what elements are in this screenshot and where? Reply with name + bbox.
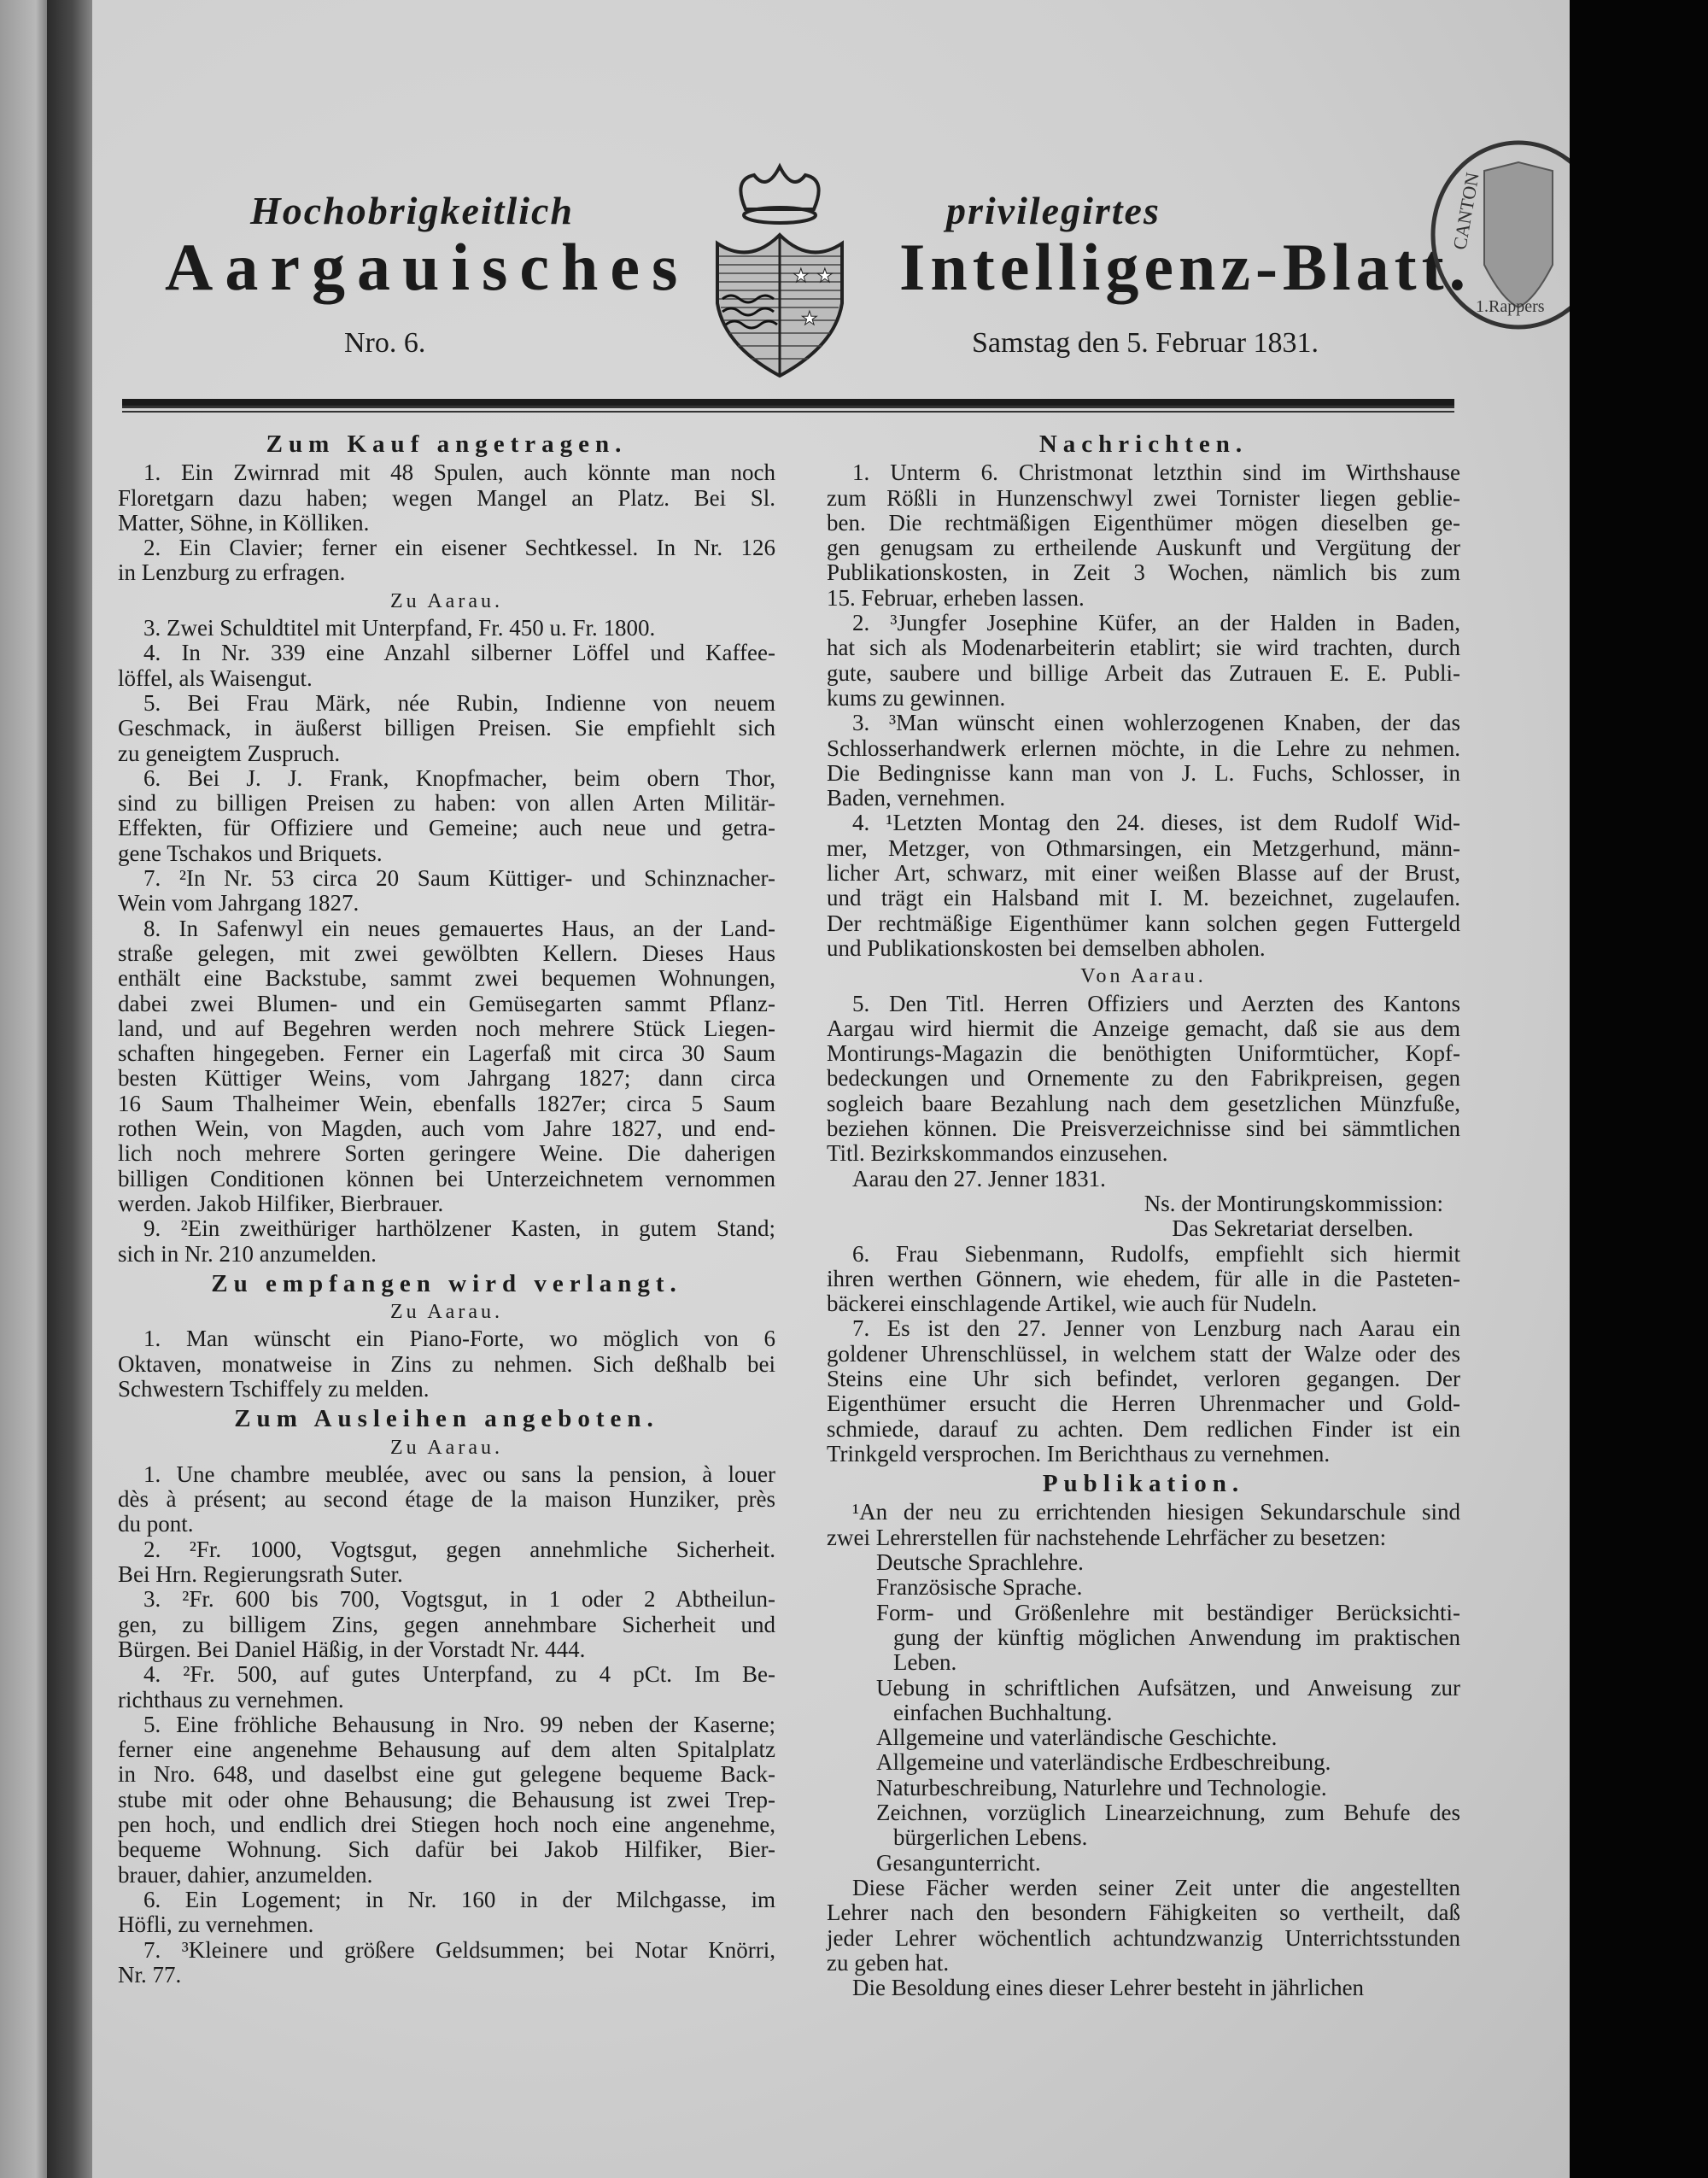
text-line: beziehen können. Die Preisverzeichnisse sind bei sämmtlichen [827,1115,1460,1142]
text-line: Oktaven, monatweise in Zins zu nehmen. Sich deßhalb bei [118,1350,775,1377]
notice-paragraph [118,616,775,641]
notice-paragraph [118,1537,775,1588]
text-line: 5. Den Titl. Herren Offiziers und Aerzten des Kantons [852,990,1460,1016]
masthead-title-right: Intelligenz-Blatt. [899,230,1471,304]
text-line: Die Besoldung eines dieser Lehrer besteht in jährlichen [852,1975,1365,2001]
notice-paragraph [118,536,775,586]
text-line: Allgemeine und vaterländische Geschichte. [876,1724,1278,1751]
text-line: ferner eine angenehme Behausung auf dem alten Spitalplatz [118,1736,775,1763]
text-line: 4. ²Fr. 500, auf gutes Unterpfand, zu 4 pCt. Im Be- [143,1661,775,1688]
canton-stamp [1424,137,1574,333]
notice-paragraph [827,1876,1460,1976]
text-line: zu geneigtem Zuspruch. [118,740,341,766]
text-line: Eigenthümer ersucht die Herren Uhrenmacher und Gold- [827,1391,1460,1417]
text-line: zwei Lehrerstellen für nachstehende Lehrfächer zu besetzen: [827,1524,1387,1550]
coat-of-arms-icon [707,162,852,380]
issue-date: Samstag den 5. Februar 1831. [972,327,1319,359]
text-line: 7. Es ist den 27. Jenner von Lenzburg nach Aarau ein [852,1315,1460,1342]
text-line: und trägt ein Halsband mit I. M. bezeichnet, zugelaufen. [827,885,1460,911]
text-line: Deutsche Sprachlehre. [876,1549,1084,1576]
text-line: dès à présent; au second étage de la maison Hunziker, près [118,1486,775,1513]
notice-paragraph [118,916,775,1217]
text-line: schmiede, darauf zu achten. Dem redlichen Finder ist ein [827,1415,1460,1442]
section-heading: Zum Kauf angetragen. [266,430,628,458]
text-line: schaften hingegeben. Ferner ein Lagerfaß mit circa 30 Saum [118,1040,775,1067]
text-line: 1. Man wünscht ein Piano-Forte, wo möglich von 6 [143,1326,775,1352]
text-line: 5. Bei Frau Märk, née Rubin, Indienne von neuem [143,689,775,716]
text-line: Die Bedingnisse kann man von J. L. Fuchs, Schlosser, in [827,759,1460,786]
text-line: Publikationskosten, in Zeit 3 Wochen, nämlich bis zum [827,559,1460,586]
text-line: gene Tschakos und Briquets. [118,840,383,866]
masthead-title-left: Aargauisches [165,230,690,304]
text-line: bäckerei einschlagende Artikel, wie auch für Nudeln. [827,1291,1318,1317]
scan-background [1570,0,1708,2178]
text-line: 5. Eine fröhliche Behausung in Nro. 99 neben der Kaserne; [143,1711,775,1737]
text-line: Allgemeine und vaterländische Erdbeschreibung. [876,1749,1331,1776]
text-line: bürgerlichen Lebens. [893,1824,1088,1851]
text-line: richthaus zu vernehmen. [118,1686,344,1713]
text-line: 3. ³Man wünscht einen wohlerzogenen Knaben, der das [852,710,1460,736]
notice-paragraph [827,992,1460,1167]
subject-item [827,1575,1460,1600]
text-line: Uebung in schriftlichen Aufsätzen, und Anweisung zur [876,1674,1460,1701]
text-line: 6. Ein Logement; in Nr. 160 in der Milchgasse, im [143,1886,775,1912]
text-line: billigen Conditionen können bei Unterzeichnetem vernommen [118,1165,775,1191]
text-line: stube mit oder ohne Behausung; die Behausung ist zwei Trep- [118,1786,775,1812]
text-line: Aarau den 27. Jenner 1831. [852,1165,1106,1191]
text-line: Matter, Söhne, in Kölliken. [118,509,370,536]
notice-paragraph [118,1888,775,1938]
text-line: 3. ²Fr. 600 bis 700, Vogtsgut, in 1 oder 2 Abtheilun- [143,1586,775,1613]
signature-line: Ns. der Montirungskommission: [1144,1190,1443,1216]
text-line: werden. Jakob Hilfiker, Bierbrauer. [118,1190,444,1216]
text-line: hat sich als Modenarbeiterin etablirt; sie wird trachten, durch [827,635,1460,661]
text-line: Gesangunterricht. [876,1849,1041,1876]
text-line: in Lenzburg zu erfragen. [118,559,346,586]
text-line: 2. Ein Clavier; ferner ein eisener Sechtkessel. In Nr. 126 [143,535,775,561]
notice-paragraph [827,1316,1460,1467]
location-subheading: Zu Aarau. [390,589,503,612]
signature-line: Das Sekretariat derselben. [1172,1215,1413,1242]
text-line: in Nro. 648, und daselbst eine gut gelegene bequeme Back- [118,1761,775,1788]
text-line: du pont. [118,1511,194,1537]
text-line: 1. Unterm 6. Christmonat letzthin sind im Wirthshause [852,460,1460,486]
text-line: zum Rößli in Hunzenschwyl zwei Tornister liegen geblie- [827,484,1460,511]
text-line: 1. Ein Zwirnrad mit 48 Spulen, auch könnte man noch [143,460,775,486]
notice-paragraph [118,1713,775,1888]
right-column [827,427,1460,2000]
text-line: 4. ¹Letzten Montag den 24. dieses, ist dem Rudolf Wid- [852,810,1460,836]
text-line: 4. In Nr. 339 eine Anzahl silberner Löffel und Kaffee- [143,640,775,666]
masthead-top-right: privilegirtes [946,189,1161,232]
text-line: Aargau wird hiermit die Anzeige gemacht, daß sie aus dem [827,1015,1460,1041]
text-line: besten Küttiger Weins, vom Jahrgang 1827; dann circa [118,1065,775,1092]
notice-paragraph [827,611,1460,711]
text-line: 16 Saum Thalheimer Wein, ebenfalls 1827er; circa 5 Saum [118,1090,775,1116]
notice-paragraph [827,811,1460,961]
text-line: 9. ²Ein zweithüriger harthölzener Kasten, in gutem Stand; [143,1215,775,1242]
notice-paragraph [827,460,1460,611]
text-line: gute, saubere und billige Arbeit das Zutrauen E. E. Publi- [827,659,1460,686]
text-line: ¹An der neu zu errichtenden hiesigen Sekundarschule sind [852,1499,1460,1525]
text-line: 6. Bei J. J. Frank, Knopfmacher, beim obern Thor, [143,764,775,791]
left-column [118,427,775,1988]
text-line: einfachen Buchhaltung. [893,1699,1113,1725]
notice-paragraph [118,641,775,691]
notice-paragraph [118,1462,775,1537]
masthead-top-left: Hochobrigkeitlich [250,189,574,232]
text-line: Schlosserhandwerk erlernen möchte, in die Lehre zu nehmen. [827,735,1460,761]
text-line: Lehrer nach den besondern Fähigkeiten so vertheilt, daß [827,1900,1460,1926]
text-line: 7. ³Kleinere und größere Geldsummen; bei Notar Knörri, [143,1936,775,1963]
text-line: kums zu gewinnen. [827,684,1006,711]
book-gutter [47,0,98,2178]
text-line: Geschmack, in äußerst billigen Preisen. Sie empfiehlt sich [118,715,775,741]
masthead-rule-thin [122,411,1454,413]
subject-item [827,1601,1460,1676]
text-line: Naturbeschreibung, Naturlehre und Technologie. [876,1774,1327,1800]
notice-paragraph [118,1326,775,1402]
text-line: Effekten, für Offiziere und Gemeine; auch neue und getra- [118,815,775,841]
text-line: 3. Zwei Schuldtitel mit Unterpfand, Fr. 450 u. Fr. 1800. [143,615,656,641]
adjacent-page-edge [0,0,51,2178]
text-line: straße gelegen, mit zwei gewölbten Kellern. Dieses Haus [118,940,775,966]
text-line: gen, zu billigem Zins, gegen annehmbare Sicherheit und [118,1611,775,1637]
text-line: lich noch mehrere Sorten geringere Weine. Die daherigen [118,1140,775,1167]
text-line: Leben. [893,1649,957,1676]
subject-item [827,1851,1460,1876]
text-line: 2. ³Jungfer Josephine Küfer, an der Halden in Baden, [852,610,1460,636]
subject-item [827,1725,1460,1750]
text-line: zu geben hat. [827,1949,950,1976]
text-line: sogleich baare Bezahlung nach dem gesetzlichen Münzfuße, [827,1090,1460,1116]
text-line: Wein vom Jahrgang 1827. [118,890,360,916]
notice-paragraph [827,1167,1460,1191]
text-line: ben. Die rechtmäßigen Eigenthümer mögen dieselben ge- [827,509,1460,536]
text-line: land, und auf Begehren werden noch mehrere Stück Liegen- [118,1015,775,1041]
section-heading: Zu empfangen wird verlangt. [211,1269,682,1297]
text-line: Bürgen. Bei Daniel Häßig, in der Vorstadt Nr. 444. [118,1636,586,1662]
text-line: Floretgarn dazu haben; wegen Mangel an Platz. Bei Sl. [118,484,775,511]
text-line: gen genugsam zu ertheilende Auskunft und Vergütung der [827,535,1460,561]
text-line: Montirungs-Magazin die benöthigten Uniformtücher, Kopf- [827,1040,1460,1067]
text-line: 6. Frau Siebenmann, Rudolfs, empfiehlt sich hiermit [852,1240,1460,1267]
issue-number: Nro. 6. [344,327,426,359]
svg-text:1.Rappers: 1.Rappers [1476,297,1545,316]
text-line: Zeichnen, vorzüglich Linearzeichnung, zum Behufe des [876,1800,1460,1826]
text-line: Nr. 77. [118,1961,182,1988]
text-line: Trinkgeld versprochen. Im Berichthaus zu vernehmen. [827,1440,1331,1467]
text-line: und Publikationskosten bei demselben abholen. [827,934,1266,961]
notice-paragraph [118,1587,775,1662]
text-line: löffel, als Waisengut. [118,665,313,691]
location-subheading: Zu Aarau. [390,1301,503,1324]
text-line: sind zu billigen Preisen zu haben: von allen Arten Militär- [118,790,775,817]
text-line: pen hoch, und endlich drei Stiegen hoch noch eine angenehme, [118,1812,775,1838]
text-line: Form- und Größenlehre mit beständiger Berücksichti- [876,1599,1460,1625]
subject-item [827,1676,1460,1726]
section-heading: Zum Ausleihen angeboten. [234,1405,659,1433]
text-line: Diese Fächer werden seiner Zeit unter die angestellten [852,1874,1460,1900]
text-line: 15. Februar, erheben lassen. [827,584,1085,611]
section-heading: Publikation. [1042,1470,1245,1498]
text-line: Bei Hrn. Regierungsrath Suter. [118,1561,403,1588]
section-heading: Nachrichten. [1038,430,1249,458]
text-line: 1. Une chambre meublée, avec ou sans la pension, à louer [143,1461,775,1487]
text-line: rothen Wein, von Magden, auch vom Jahre 1827, und end- [118,1115,775,1142]
notice-paragraph [827,1976,1460,2000]
text-line: 7. ²In Nr. 53 circa 20 Saum Küttiger- und Schinznacher- [143,865,775,892]
svg-text:CANTON: CANTON [1448,170,1483,252]
location-subheading: Zu Aarau. [390,1436,503,1459]
notice-paragraph [118,1216,775,1267]
text-line: Der rechtmäßige Eigenthümer kann solchen gegen Futtergeld [827,910,1460,936]
text-line: ihren werthen Gönnern, wie ehedem, für alle in die Pasteten- [827,1265,1460,1291]
text-line: bequeme Wohnung. Sich dafür bei Jakob Hilfiker, Bier- [118,1836,775,1863]
notice-paragraph [118,866,775,916]
notice-paragraph [827,711,1460,811]
text-line: Baden, vernehmen. [827,785,1006,811]
subject-item [827,1550,1460,1575]
text-line: Titl. Bezirkskommandos einzusehen. [827,1140,1168,1167]
notice-paragraph [118,766,775,866]
newspaper-page [92,0,1570,2178]
text-line: mer, Metzger, von Othmarsingen, ein Metzgerhund, männ- [827,834,1460,861]
text-line: Höfli, zu vernehmen. [118,1912,314,1938]
text-line: bedeckungen und Ornemente zu den Fabrikpreisen, gegen [827,1065,1460,1092]
text-line: enthält eine Backstube, sammt zwei bequemen Wohnungen, [118,965,775,992]
svg-text:★: ★ [816,265,834,286]
subject-item [827,1776,1460,1800]
text-line: jeder Lehrer wöchentlich achtundzwanzig Unterrichtsstunden [827,1924,1460,1951]
text-line: 8. In Safenwyl ein neues gemauertes Haus, an der Land- [143,915,775,941]
text-line: brauer, dahier, anzumelden. [118,1861,373,1888]
notice-paragraph [118,1938,775,1988]
svg-text:★: ★ [801,307,818,329]
notice-paragraph [827,1242,1460,1317]
text-line: Schwestern Tschiffely zu melden. [118,1375,430,1402]
subject-item [827,1750,1460,1775]
text-line: gung der künftig möglichen Anwendung im praktischen [893,1624,1460,1650]
notice-paragraph [118,460,775,536]
text-line: goldener Uhrenschlüssel, in welchem statt der Walze oder des [827,1340,1460,1367]
notice-paragraph [118,1662,775,1713]
text-line: sich in Nr. 210 anzumelden. [118,1240,377,1267]
text-line: dabei zwei Blumen- und ein Gemüsegarten sammt Pflanz- [118,990,775,1016]
subject-item [827,1800,1460,1851]
text-line: Steins eine Uhr sich befindet, verloren gegangen. Der [827,1365,1460,1391]
masthead-rule [122,399,1454,408]
svg-text:★: ★ [793,265,810,286]
text-line: Französische Sprache. [876,1574,1083,1601]
notice-paragraph [118,691,775,766]
location-subheading: Von Aarau. [1080,965,1207,988]
text-line: licher Art, schwarz, mit einer weißen Blasse auf der Brust, [827,860,1460,887]
text-line: 2. ²Fr. 1000, Vogtsgut, gegen annehmliche Sicherheit. [143,1536,775,1562]
notice-paragraph [827,1500,1460,1550]
